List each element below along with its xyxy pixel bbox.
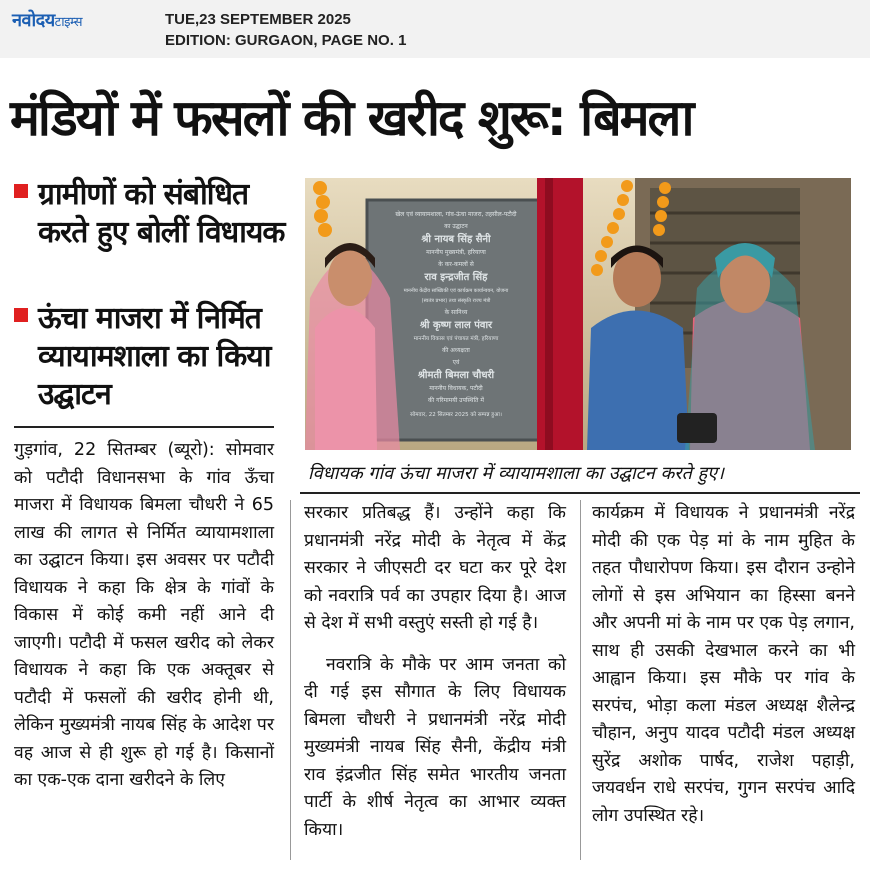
article-column-2 (304, 500, 566, 844)
plaque-line: की गरिमामयी उपस्थिति में (428, 397, 484, 404)
plaque-line: श्री नायब सिंह सैनी (421, 234, 491, 245)
plaque-line: माननीय विधायक, पटौदी (429, 385, 483, 392)
plaque-line: माननीय केंद्रीय सांख्यिकी एवं कार्यक्रम कार्यान्वयन, योजना (403, 288, 509, 294)
plaque-line: राव इन्द्रजीत सिंह (424, 272, 488, 283)
plaque-line: का उद्घाटन (444, 223, 468, 230)
red-bullet-icon (14, 308, 28, 322)
plaque-line: श्रीमती बिमला चौधरी (417, 370, 495, 381)
logo-main: नवोदय (12, 10, 55, 31)
plaque-line: की अध्यक्षता (442, 347, 470, 354)
paragraph: कार्यक्रम में विधायक ने प्रधानमंत्री नरेंद्र मोदी की एक पेड़ मां के नाम मुहित के तहत पौधारोपण किया। इस दौरान उन्होने लोगों से इस अभियान का हिस्सा बनने और अपनी मां के नाम पर एक पेड़ लगान, साथ ही उसकी देखभाल करने का भी आह्वान किया। इस मौके पर गांव के सरपंच, भोड़ा कला मंडल अध्यक्ष शैलेन्द्र चौहान, अनुप यादव पटौदी मंडल अध्यक्ष सुरेंद्र अशोक पार्षद, राजेश पहाड़ी, जयवर्धन राधे सरपंच, गुगन सरपंच आदि लोग उपस्थित रहे। (592, 503, 855, 826)
dateline (165, 9, 406, 51)
article-column-3 (592, 500, 855, 830)
subhead-2-text: ऊंचा माजरा में निर्मित व्यायामशाला का किया उद्घाटन (38, 301, 271, 412)
plaque-line: माननीय मुख्यमंत्री, हरियाणा (426, 249, 486, 256)
plaque-line: सोमवार, 22 सितम्बर 2025 को सम्पन्न हुआ। (410, 412, 502, 418)
headline: मंडियों में फसलों की खरीद शुरू: बिमला (10, 89, 693, 147)
event-photo (305, 178, 851, 450)
red-bullet-icon (14, 184, 28, 198)
caption-divider (300, 492, 860, 494)
masthead-bar (0, 0, 870, 58)
paragraph: सरकार प्रतिबद्ध हैं। उन्होंने कहा कि प्रधानमंत्री नरेंद्र मोदी के नेतृत्व में केंद्र सरकार ने जीएसटी दर घटा कर पूरे देश को नवरात्रि पर्व का उपहार दिया है। आज से देश में सभी वस्तुएं सस्ती हो गई है। (304, 503, 566, 633)
paragraph: गुड़गांव, 22 सितम्बर (ब्यूरो): सोमवार को पटौदी विधानसभा के गांव ऊँचा माजरा में विधायक बिमला चौधरी ने 65 लाख की लागत से निर्मित व्यायामशाला का उद्घाटन किया। इस अवसर पर पटौदी विधायक ने कहा कि क्षेत्र के गांवों के विकास में कोई कमी नहीं आने दी जाएगी। पटौदी में फसल खरीद को लेकर विधायक ने कहा कि एक अक्तूबर से पटौदी में फसलों की खरीद होनी थी, लेकिन मुख्यमंत्री नायब सिंह के आदेश पर वह आज से ही शुरू हो गई है। किसानों का एक-एक दाना खरीदने के लिए (14, 440, 274, 790)
photo-caption: विधायक गांव ऊंचा माजरा में व्यायामशाला का उद्घाटन करते हुए। (308, 463, 724, 484)
plaque-line: के कर-कमलों से (438, 261, 474, 268)
plaque-line: एवं (452, 359, 460, 366)
event-photo-illustration (305, 178, 851, 450)
edition-text: EDITION: GURGAON, PAGE NO. 1 (165, 32, 407, 49)
plaque-line: के सानिध्य (444, 309, 468, 316)
subhead-divider (14, 426, 274, 428)
subhead-1 (14, 176, 288, 252)
column-separator (580, 500, 581, 860)
red-curtain (537, 178, 583, 450)
paragraph: नवरात्रि के मौके पर आम जनता को दी गई इस सौगात के लिए विधायक बिमला चौधरी ने प्रधानमंत्री नरेंद्र मोदी मुख्यमंत्री नायब सिंह सैनी, केंद्रीय मंत्री राव इंद्रजीत सिंह समेत भारतीय जनता पार्टी के शीर्ष नेतृत्व का आभार व्यक्त किया। (304, 654, 566, 840)
newspaper-logo (12, 8, 82, 32)
logo-sub: टाइम्स (54, 15, 82, 30)
article-column-1 (14, 437, 274, 795)
subhead-2 (14, 300, 288, 414)
subhead-1-text: ग्रामीणों को संबोधित करते हुए बोलीं विधायक (38, 177, 285, 250)
plaque-line: (स्वतंत्र प्रभार) तथा संस्कृति राज्य मंत्री (421, 298, 491, 304)
date-text: TUE,23 SEPTEMBER 2025 (165, 11, 351, 28)
plaque-line: श्री कृष्ण लाल पंवार (419, 320, 493, 331)
plaque-line: खेल एवं व्यायामशाला, गांव-ऊंचा माजरा, तहसील-पटौदी (395, 211, 517, 218)
column-separator (290, 500, 291, 860)
plaque-line: माननीय विकास एवं पंचायत मंत्री, हरियाणा (413, 336, 499, 342)
